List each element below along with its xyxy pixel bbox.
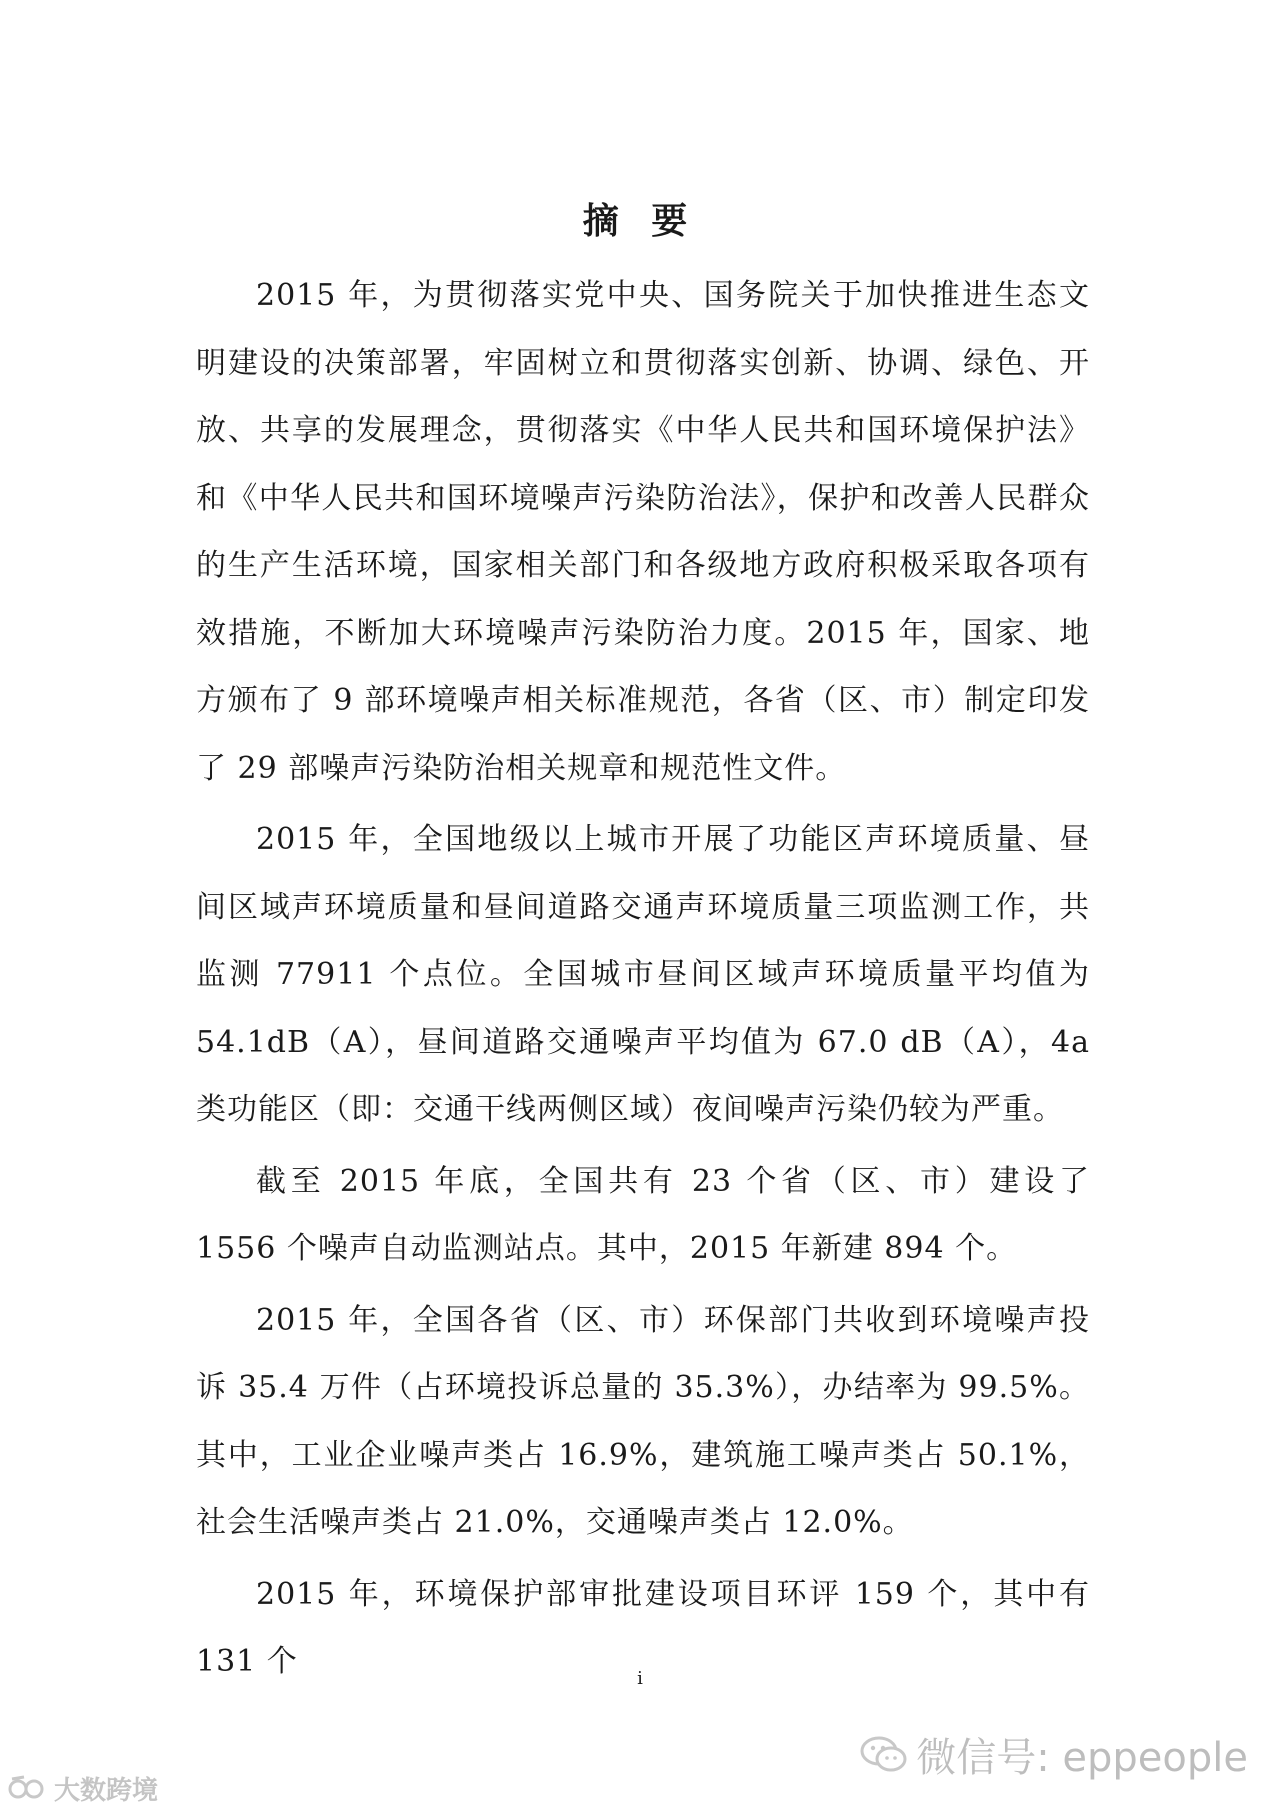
page-number: i (637, 1668, 643, 1689)
brand-logo-icon (8, 1775, 48, 1803)
brand-name-text: 大数跨境 (54, 1776, 159, 1806)
wechat-watermark (860, 1726, 1248, 1783)
paragraph-2: 2015 年，全国地级以上城市开展了功能区声环境质量、昼间区域声环境质量和昼间道路交通声环境质量三项监测工作，共监测 77911 个点位。全国城市昼间区域声环境质量平均值为 54.1dB（A），昼间道路交通噪声平均值为 67.0 dB（A），4a 类功能区（即：交通干线两侧区域）夜间噪声污染仍较为严重。 (196, 822, 1090, 1127)
abstract-body (196, 262, 1090, 1700)
page-title: 摘 要 (582, 201, 698, 242)
paragraph-1: 2015 年，为贯彻落实党中央、国务院关于加快推进生态文明建设的决策部署，牢固树立和贯彻落实创新、协调、绿色、开放、共享的发展理念，贯彻落实《中华人民共和国环境保护法》和《中华人民共和国环境噪声污染防治法》，保护和改善人民群众的生产生活环境，国家相关部门和各级地方政府积极采取各项有效措施，不断加大环境噪声污染防治力度。2015 年，国家、地方颁布了 9 部环境噪声相关标准规范，各省（区、市）制定印发了 29 部噪声污染防治相关规章和规范性文件。 (196, 278, 1090, 786)
paragraph-5: 2015 年，环境保护部审批建设项目环评 159 个，其中有 131 个 (196, 1576, 1090, 1679)
wechat-icon (860, 1735, 908, 1775)
paragraph-3: 截至 2015 年底，全国共有 23 个省（区、市）建设了 1556 个噪声自动监测站点。其中，2015 年新建 894 个。 (196, 1163, 1090, 1266)
paragraph-4: 2015 年，全国各省（区、市）环保部门共收到环境噪声投诉 35.4 万件（占环境投诉总量的 35.3%），办结率为 99.5%。其中，工业企业噪声类占 16.9%，建筑施工噪声类占 50.1%，社会生活噪声类占 21.0%，交通噪声类占 12.0%。 (196, 1302, 1090, 1540)
wechat-id-text: 微信号: eppeople (916, 1735, 1248, 1781)
brand-watermark (8, 1770, 158, 1807)
